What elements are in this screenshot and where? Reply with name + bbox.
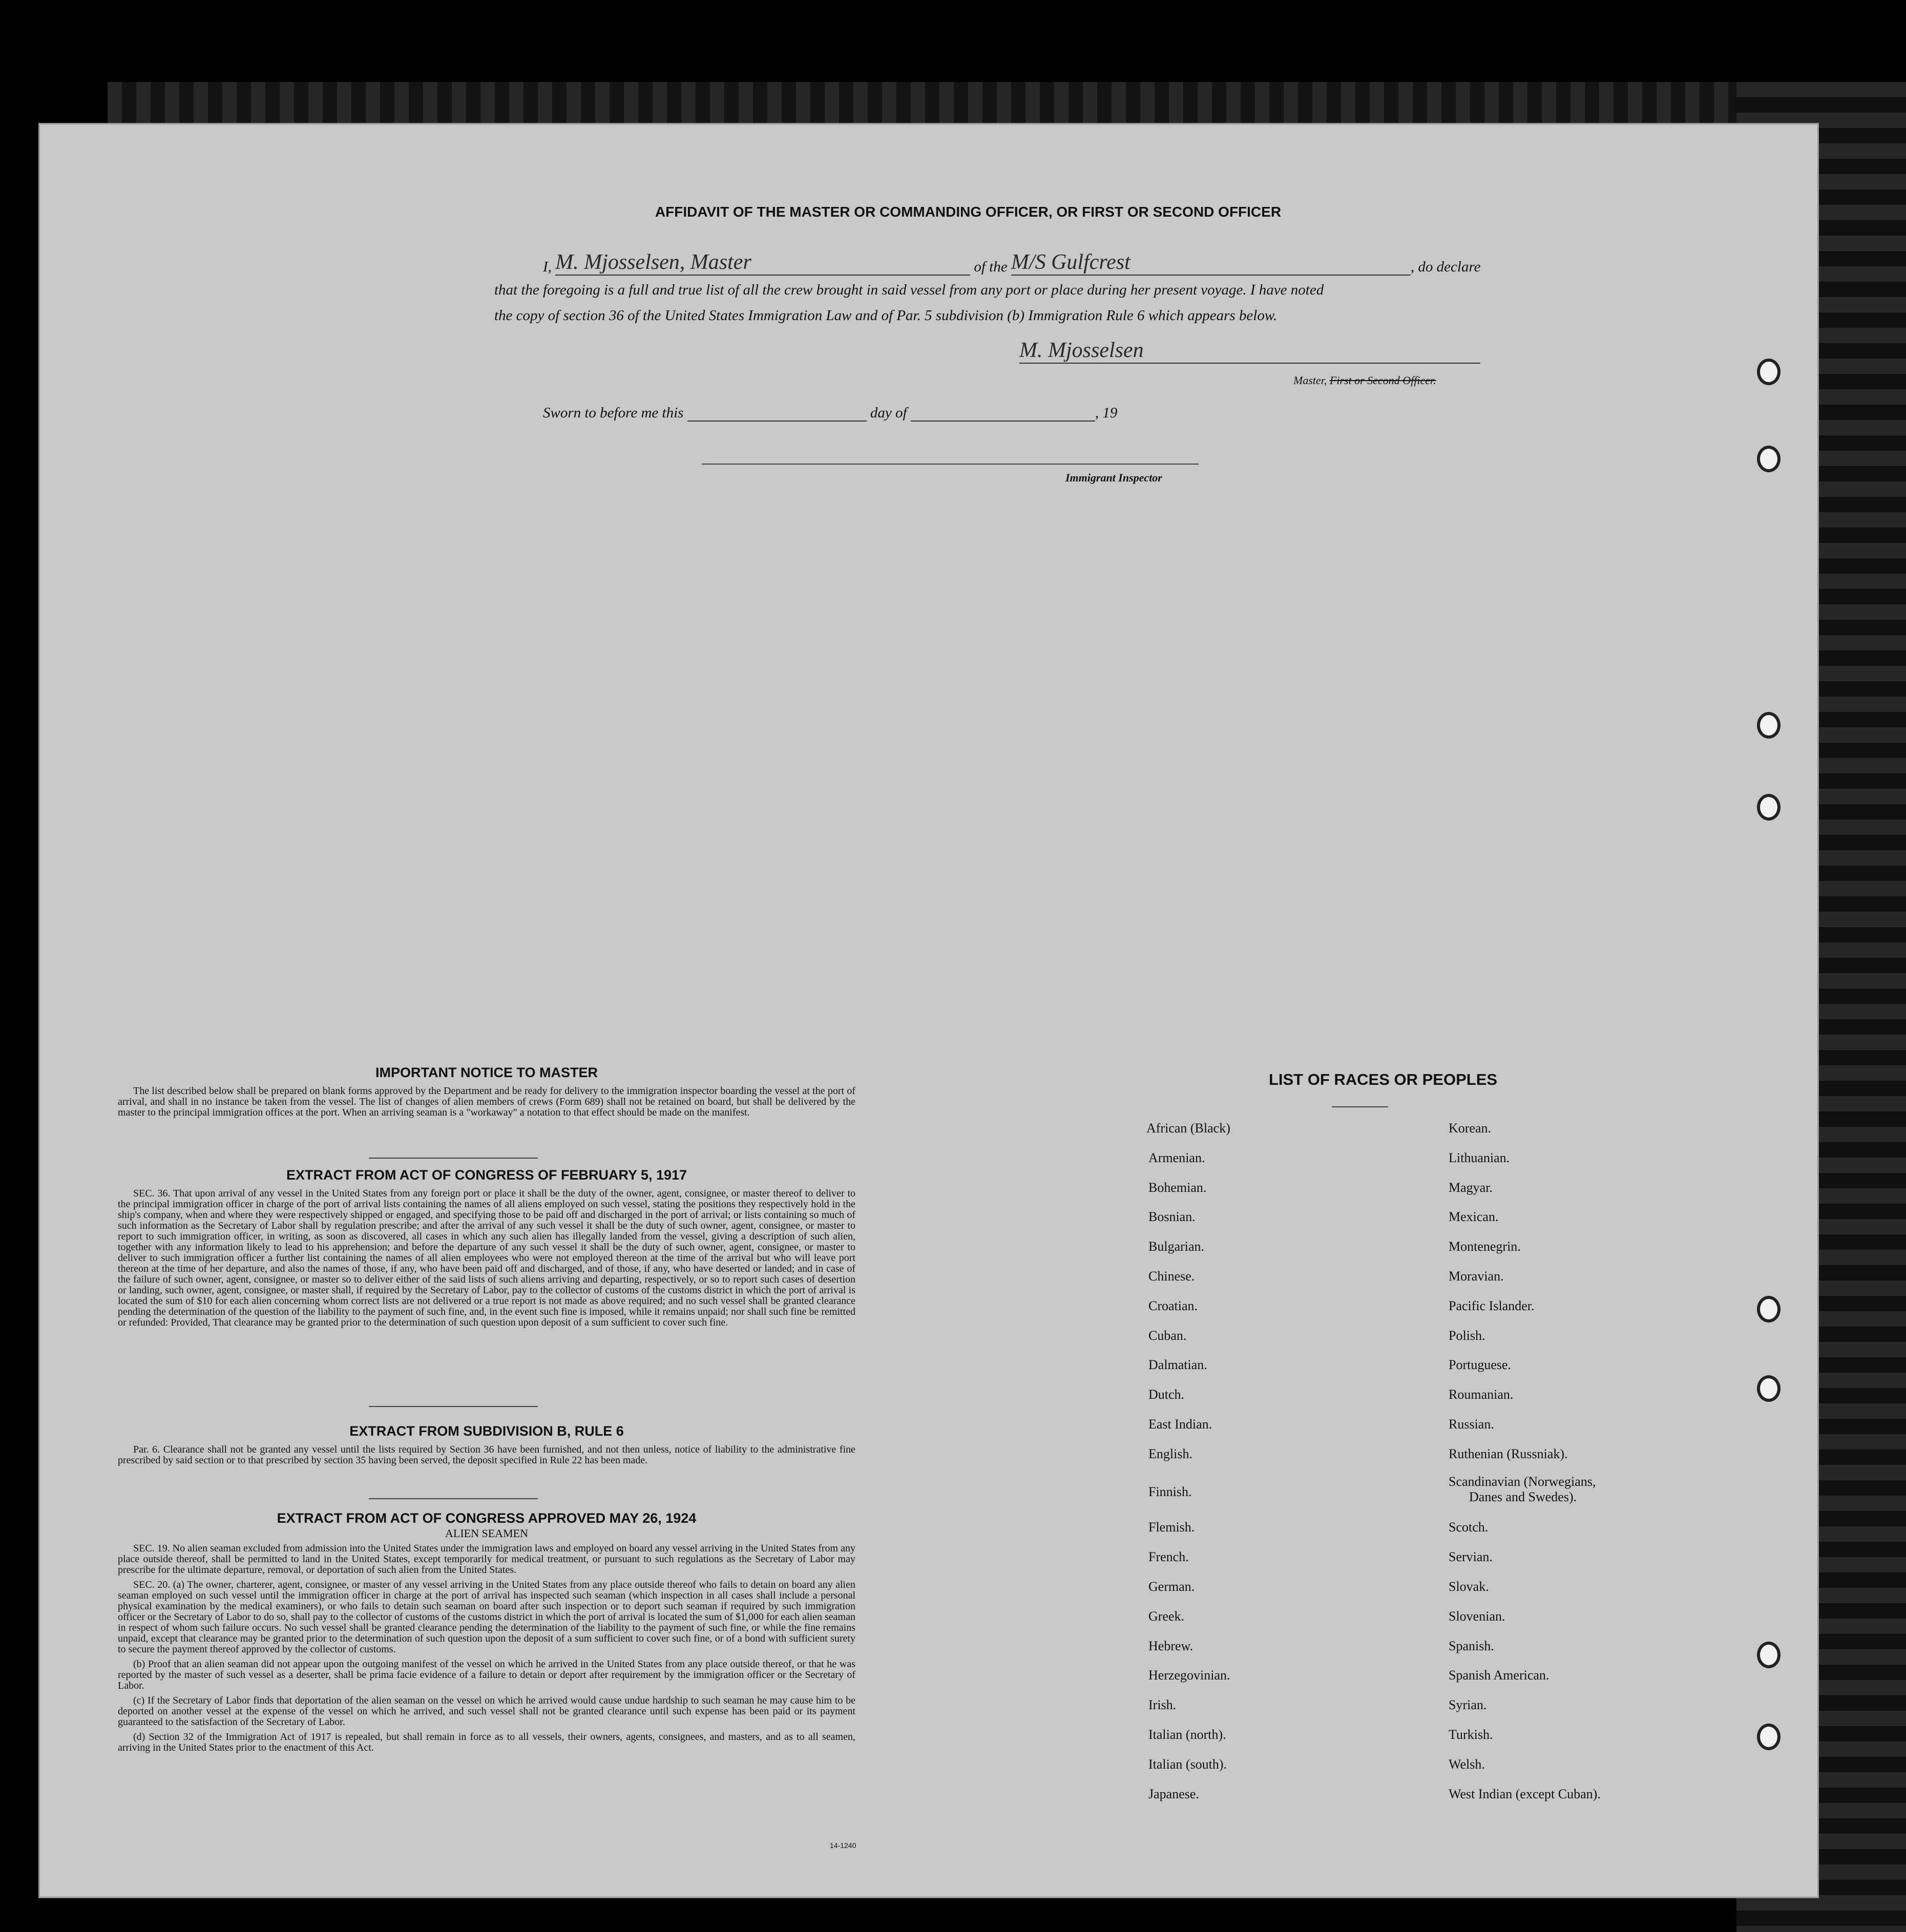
vessel-name-field: M/S Gulfcrest bbox=[1011, 250, 1411, 276]
punch-hole-icon bbox=[1757, 712, 1781, 739]
sworn-prefix: Sworn to before me this bbox=[543, 405, 684, 421]
race-item: French. bbox=[1148, 1549, 1189, 1565]
sworn-year-prefix: , 19 bbox=[1095, 405, 1118, 421]
notice-text: The list described below shall be prepared on blank forms approved by the Department and be ready for delivery to the immigration inspector boarding the vessel at the port of arrival, and shall in no instance be taken from the vessel. The list of changes of alien members of crews (Form 689) shall not be retained on board, but shall be delivered by the master to the principal immigration offices at the port. When an arriving seaman is a "workaway" a notation to that effect should be made on the manifest. bbox=[118, 1085, 855, 1119]
important-notice bbox=[118, 1065, 855, 1122]
race-item: Flemish. bbox=[1148, 1520, 1195, 1535]
extract-1924-heading: EXTRACT FROM ACT OF CONGRESS APPROVED MAY 26, 1924 bbox=[277, 1510, 697, 1526]
declarant-prefix: I, bbox=[543, 259, 552, 275]
race-item: Russian. bbox=[1449, 1417, 1494, 1432]
sec-20b-text: (b) Proof that an alien seaman did not appear upon the outgoing manifest of the vessel on which he arrived in the United States from any place outside thereof, or that he was reported by the master of such vessel as a deserter, shall be prima facie evidence of a failure to detain or deport after requirement by the immigration officer or the Secretary of Labor. bbox=[118, 1658, 855, 1692]
race-item: Korean. bbox=[1449, 1121, 1492, 1136]
race-item: Greek. bbox=[1148, 1608, 1185, 1624]
race-item: Lithuanian. bbox=[1449, 1150, 1510, 1165]
punch-hole-icon bbox=[1757, 1375, 1781, 1402]
caption-master: Master, bbox=[1293, 374, 1327, 387]
race-item: Servian. bbox=[1449, 1549, 1493, 1565]
race-item: Turkish. bbox=[1449, 1727, 1493, 1742]
master-signature: M. Mjosselsen bbox=[1019, 338, 1480, 364]
race-item: West Indian (except Cuban). bbox=[1449, 1786, 1601, 1801]
divider bbox=[369, 1406, 538, 1407]
punch-hole-icon bbox=[1757, 794, 1781, 821]
extract-1917 bbox=[118, 1168, 855, 1332]
race-item: Herzegovinian. bbox=[1148, 1668, 1230, 1683]
sec-19-text: SEC. 19. No alien seaman excluded from admission into the United States under the immigration laws and employed on board any vessel arriving in the United States from any place outside thereof, shall be permitted to land in the United States, except temporarily for medical treatment, or pursuant to such regulations as the Secretary of Labor may prescribe for the ultimate departure, removal, or deportation of such alien from the United States. bbox=[118, 1543, 855, 1576]
divider bbox=[369, 1498, 538, 1499]
punch-hole-icon bbox=[1757, 446, 1781, 472]
race-item: Moravian. bbox=[1449, 1269, 1504, 1284]
sec-20a-text: SEC. 20. (a) The owner, charterer, agent, consignee, or master of any vessel arriving in the United States from any place outside thereof who fails to detain on board any alien seaman employed on such vessel until the immigration officer in charge at the port of arrival has inspected such seaman (which inspection in all cases shall include a personal physical examination by the medical examiners), or who fails to detain such seaman on board after such inspection or to deport such seaman if required by such immigration officer or the Secretary of Labor to do so, shall pay to the collector of customs of the customs district in which the port of arrival is located the sum of $1,000 for each alien seaman in respect of whom such failure occurs. No such vessel shall be granted clearance pending the determination of the liability to the payment of such fine, or while the fine remains unpaid, except that clearance may be granted prior to the determination of such question upon the deposit of a sum sufficient to cover such fine, or of a bond with sufficient surety to secure the payment thereof approved by the collector of customs. bbox=[118, 1579, 855, 1655]
alien-seamen-subheading: ALIEN SEAMEN bbox=[445, 1527, 528, 1540]
race-item: Danes and Swedes). bbox=[1469, 1489, 1577, 1504]
punch-hole-icon bbox=[1757, 1642, 1781, 1668]
race-item: Roumanian. bbox=[1449, 1387, 1514, 1402]
race-item: Welsh. bbox=[1449, 1756, 1485, 1772]
extract-1917-heading: EXTRACT FROM ACT OF CONGRESS OF FEBRUARY 5, 1917 bbox=[286, 1167, 687, 1183]
extract-1917-text: SEC. 36. That upon arrival of any vessel in the United States from any foreign port or place it shall be the duty of the owner, agent, consignee, or master thereof to deliver to the principal immigration officer in charge of the port of arrival lists containing the names of all aliens employed on such vessel, stating the positions they respectively hold in the ship's company, when and where they were respectively shipped or engaged, and specifying those to be paid off and discharged in the port of arrival; or lists containing so much of such information as the Secretary of Labor shall by regulation prescribe; and after the arrival of any such vessel it shall be the duty of such owner, agent, consignee, or master to report to such immigration officer, in writing, as soon as discovered, all cases in which any such alien has illegally landed from the vessel, giving a description of such alien, together with any information likely to lead to his apprehension; and before the departure of any such vessel it shall be the duty of such owner, agent, consignee, or master to deliver to such immigration officer a further list containing the names of all alien employees who were not employed thereon at the time of the arrival but who will leave port thereon at the time of her departure, and also the names of those, if any, who have been paid off and discharged, and of those, if any, who have deserted or landed; and in case of the failure of such owner, agent, consignee, or master so to deliver either of the said lists of such aliens arriving and departing, respectively, or so to report such cases of desertion or landing, such owner, agent, consignee, or master shall, if required by the Secretary of Labor, pay to the collector of customs of the customs district in which the port of arrival is located the sum of $10 for each alien concerning whom correct lists are not delivered or a true report is not made as above required; and no such vessel shall be granted clearance pending the determination of the question of the liability to the payment of such fine, and, in the event such fine is imposed, while it remains unpaid; nor shall such fine be remitted or refunded: Provided, That clearance may be granted prior to the determination of such question upon deposit of a sum sufficient to cover such fine. bbox=[118, 1188, 855, 1329]
race-item: Croatian. bbox=[1148, 1298, 1198, 1313]
race-item: Slovak. bbox=[1449, 1579, 1489, 1594]
race-item: Ruthenian (Russniak). bbox=[1449, 1446, 1568, 1461]
sworn-day-field bbox=[687, 421, 867, 422]
race-item: Slovenian. bbox=[1449, 1608, 1505, 1624]
master-name-field: M. Mjosselsen, Master bbox=[555, 250, 970, 276]
inspector-caption: Immigrant Inspector bbox=[1065, 471, 1162, 484]
race-item: German. bbox=[1148, 1579, 1195, 1594]
sec-20c-text: (c) If the Secretary of Labor finds that deportation of the alien seaman on the vessel on which he arrived would cause undue hardship to such seaman he may cause him to be deported on another vessel at the expense of the vessel on which he arrived, and such vessel shall not be granted clearance until such expense has been paid or its payment guaranteed to the satisfaction of the Secretary of Labor. bbox=[118, 1695, 855, 1728]
affidavit-line-3: the copy of section 36 of the United States Immigration Law and of Par. 5 subdivision (b) Immigration Rule 6 which appears below. bbox=[494, 307, 1277, 324]
race-item: Pacific Islander. bbox=[1449, 1298, 1535, 1313]
race-item: Hebrew. bbox=[1148, 1638, 1193, 1653]
race-item: English. bbox=[1148, 1446, 1192, 1461]
divider bbox=[369, 1158, 538, 1159]
caption-struck-officer: First or Second Officer. bbox=[1329, 374, 1436, 387]
race-item: Spanish American. bbox=[1449, 1668, 1549, 1683]
sworn-day-of: day of bbox=[870, 405, 907, 421]
race-item: Bulgarian. bbox=[1148, 1239, 1205, 1254]
affidavit-title: AFFIDAVIT OF THE MASTER OR COMMANDING OFFICER, OR FIRST OR SECOND OFFICER bbox=[655, 204, 1282, 220]
extract-1924 bbox=[118, 1511, 855, 1757]
race-item: Dutch. bbox=[1148, 1387, 1185, 1402]
race-item: Portuguese. bbox=[1449, 1357, 1512, 1373]
punch-hole-icon bbox=[1757, 1296, 1781, 1322]
sworn-line bbox=[543, 405, 1117, 422]
vessel-prefix: of the bbox=[974, 259, 1008, 275]
affidavit-line-2: that the foregoing is a full and true list of all the crew brought in said vessel from any port or place during her present voyage. I have noted bbox=[494, 282, 1324, 298]
rule-6-heading: EXTRACT FROM SUBDIVISION B, RULE 6 bbox=[349, 1423, 624, 1439]
rule-6-text: Par. 6. Clearance shall not be granted any vessel until the lists required by Section 36 have been furnished, and not then unless, notice of liability to the administrative fine prescribed by said section or to that prescribed by section 35 having been served, the deposit specified in Rule 22 has been made. bbox=[118, 1444, 855, 1466]
notice-heading: IMPORTANT NOTICE TO MASTER bbox=[375, 1065, 598, 1080]
race-item: Armenian. bbox=[1148, 1150, 1205, 1165]
race-item: Japanese. bbox=[1148, 1786, 1199, 1801]
races-title-underline bbox=[1332, 1106, 1388, 1107]
race-item: East Indian. bbox=[1148, 1417, 1212, 1432]
race-item: Bohemian. bbox=[1148, 1180, 1207, 1195]
declare-suffix: , do declare bbox=[1410, 259, 1481, 275]
race-item: Finnish. bbox=[1148, 1484, 1192, 1499]
punch-hole-icon bbox=[1757, 359, 1781, 385]
signature-caption bbox=[1293, 374, 1436, 387]
form-number: 14-1240 bbox=[830, 1841, 856, 1850]
race-item: Spanish. bbox=[1449, 1638, 1494, 1653]
affidavit-line-1 bbox=[543, 250, 1481, 276]
races-title: LIST OF RACES OR PEOPLES bbox=[1268, 1070, 1498, 1088]
sworn-month-field bbox=[911, 421, 1095, 422]
punch-hole-icon bbox=[1757, 1724, 1781, 1750]
race-item: African (Black) bbox=[1146, 1121, 1230, 1136]
race-item: Syrian. bbox=[1449, 1697, 1487, 1713]
race-item: Bosnian. bbox=[1148, 1209, 1196, 1225]
race-item: Montenegrin. bbox=[1449, 1239, 1521, 1254]
race-item: Dalmatian. bbox=[1148, 1357, 1207, 1373]
race-item: Scandinavian (Norwegians, bbox=[1449, 1474, 1596, 1489]
sec-20d-text: (d) Section 32 of the Immigration Act of 1917 is repealed, but shall remain in force as to all vessels, their owners, agents, consignees, and masters, and as to all seamen, arriving in the United States prior to the enactment of this Act. bbox=[118, 1731, 855, 1754]
race-item: Cuban. bbox=[1148, 1328, 1187, 1343]
race-item: Mexican. bbox=[1449, 1209, 1499, 1225]
race-item: Italian (north). bbox=[1148, 1727, 1226, 1742]
race-item: Italian (south). bbox=[1148, 1756, 1227, 1772]
inspector-signature-line bbox=[702, 464, 1199, 465]
race-item: Polish. bbox=[1449, 1328, 1485, 1343]
race-item: Magyar. bbox=[1449, 1180, 1493, 1195]
race-item: Irish. bbox=[1148, 1697, 1177, 1713]
race-item: Chinese. bbox=[1148, 1269, 1195, 1284]
extract-rule-6 bbox=[118, 1424, 855, 1470]
race-item: Scotch. bbox=[1449, 1520, 1489, 1535]
